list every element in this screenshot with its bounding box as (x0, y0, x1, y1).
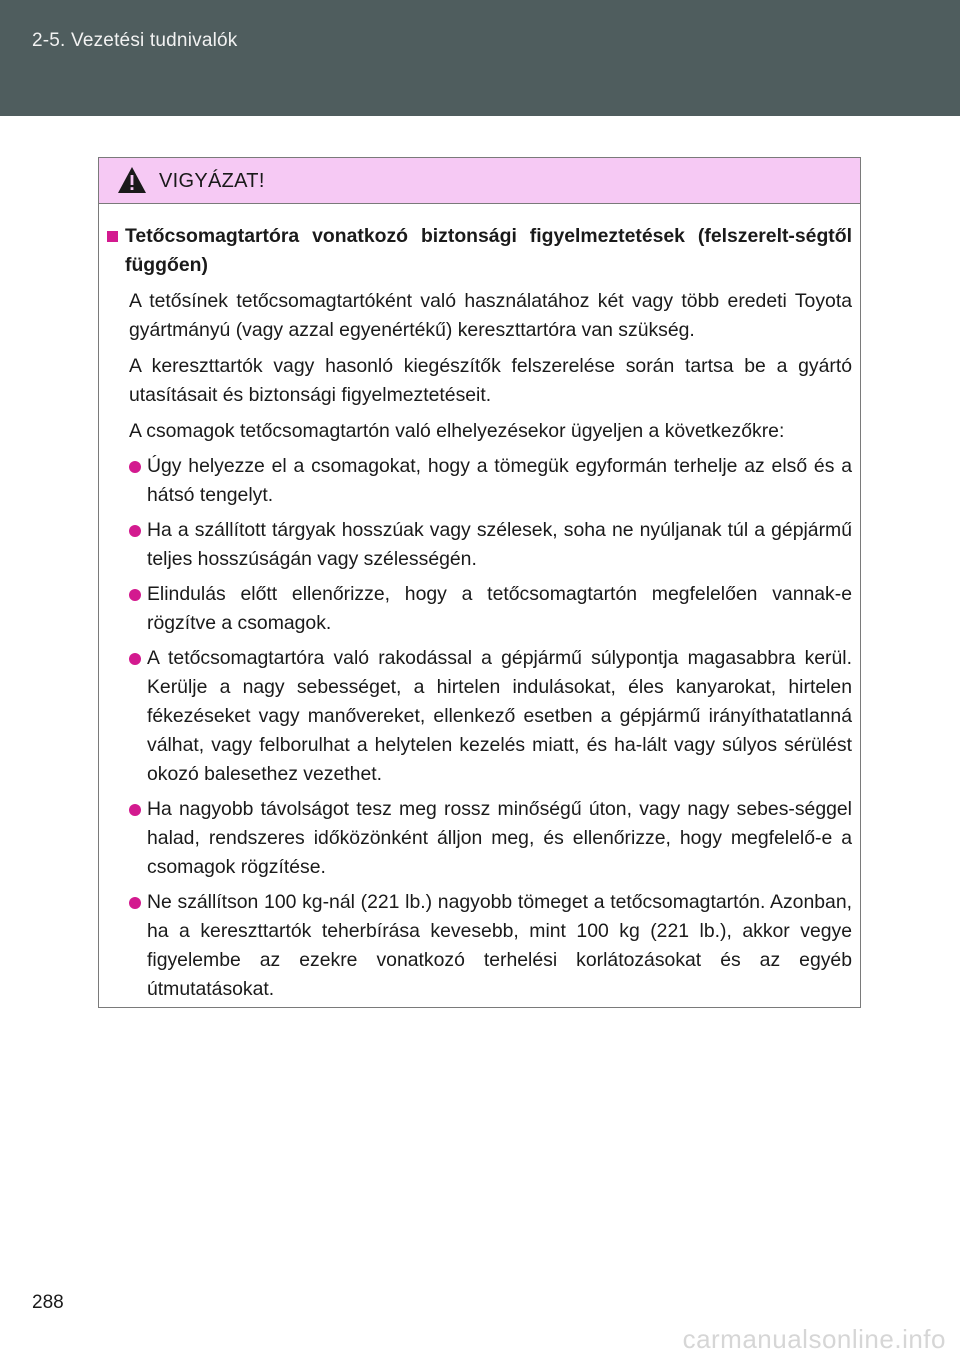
bullet-item (129, 452, 852, 510)
bullet-item (129, 795, 852, 882)
watermark: carmanualsonline.info (682, 1324, 946, 1354)
page-number: 288 (32, 1292, 64, 1313)
bullet-text: Ne szállítson 100 kg-nál (221 lb.) nagyobb tömeget a tetőcsomagtartón. Azonban, ha a kereszttartók teherbírása kevesebb, mint 100 kg (221 lb.), akkor vegye figyelembe az ezekre vonatkozó terhelési korlátozásokat és az egyéb útmutatásokat. (147, 891, 852, 1000)
warning-heading (107, 222, 852, 280)
bullet-text: Ha nagyobb távolságot tesz meg rossz minőségű úton, vagy nagy sebes-séggel halad, rendszeres időközönként álljon meg, és ellenőrizze, hogy megfelelő-e a csomagok rögzítése. (147, 798, 852, 878)
bullet-text: A tetőcsomagtartóra való rakodással a gépjármű súlypontja magasabbra kerül. Kerülje a nagy sebességet, a hirtelen indulásokat, éles kanyarokat, hirtelen fékezéseket vagy manővereket, ellenkező esetben a gépjármű irányíthatatlanná válhat, vagy felborulhat a helytelen kezelés miatt, és ha-lált vagy súlyos sérülést okozó balesethez vezethet. (147, 647, 852, 785)
bullet-item (129, 888, 852, 1004)
bullet-item (129, 516, 852, 574)
bullet-dot-icon (129, 589, 141, 601)
section-title: 2-5. Vezetési tudnivalók (32, 30, 238, 51)
bullet-dot-icon (129, 653, 141, 665)
warning-title: VIGYÁZAT! (159, 170, 265, 192)
bullet-text: Elindulás előtt ellenőrizze, hogy a tetőcsomagtartón megfelelően vannak-e rögzítve a csomagok. (147, 583, 852, 634)
bullet-text: Úgy helyezze el a csomagokat, hogy a tömegük egyformán terhelje az első és a hátsó tengelyt. (147, 455, 852, 506)
paragraph: A tetősínek tetőcsomagtartóként való használatához két vagy több eredeti Toyota gyártmányú (vagy azzal egyenértékű) kereszttartóra van szükség. (129, 290, 852, 341)
warning-heading-text: Tetőcsomagtartóra vonatkozó biztonsági figyelmeztetések (felszerelt-ségtől függően) (125, 225, 852, 276)
square-bullet-icon (107, 231, 118, 242)
bullet-item (129, 644, 852, 789)
warning-body (99, 204, 860, 1004)
bullet-dot-icon (129, 897, 141, 909)
page-header (0, 0, 960, 116)
paragraph: A kereszttartók vagy hasonló kiegészítők felszerelése során tartsa be a gyártó utasításait és biztonsági figyelmeztetéseit. (129, 355, 852, 406)
warning-box (98, 157, 861, 1008)
bullet-dot-icon (129, 461, 141, 473)
warning-triangle-icon (117, 166, 147, 194)
bullet-dot-icon (129, 804, 141, 816)
bullet-item (129, 580, 852, 638)
warning-header (99, 158, 860, 204)
bullet-dot-icon (129, 525, 141, 537)
bullet-text: Ha a szállított tárgyak hosszúak vagy szélesek, soha ne nyúljanak túl a gépjármű teljes hosszúságán vagy szélességén. (147, 519, 852, 570)
paragraph: A csomagok tetőcsomagtartón való elhelyezésekor ügyeljen a következőkre: (129, 420, 785, 442)
